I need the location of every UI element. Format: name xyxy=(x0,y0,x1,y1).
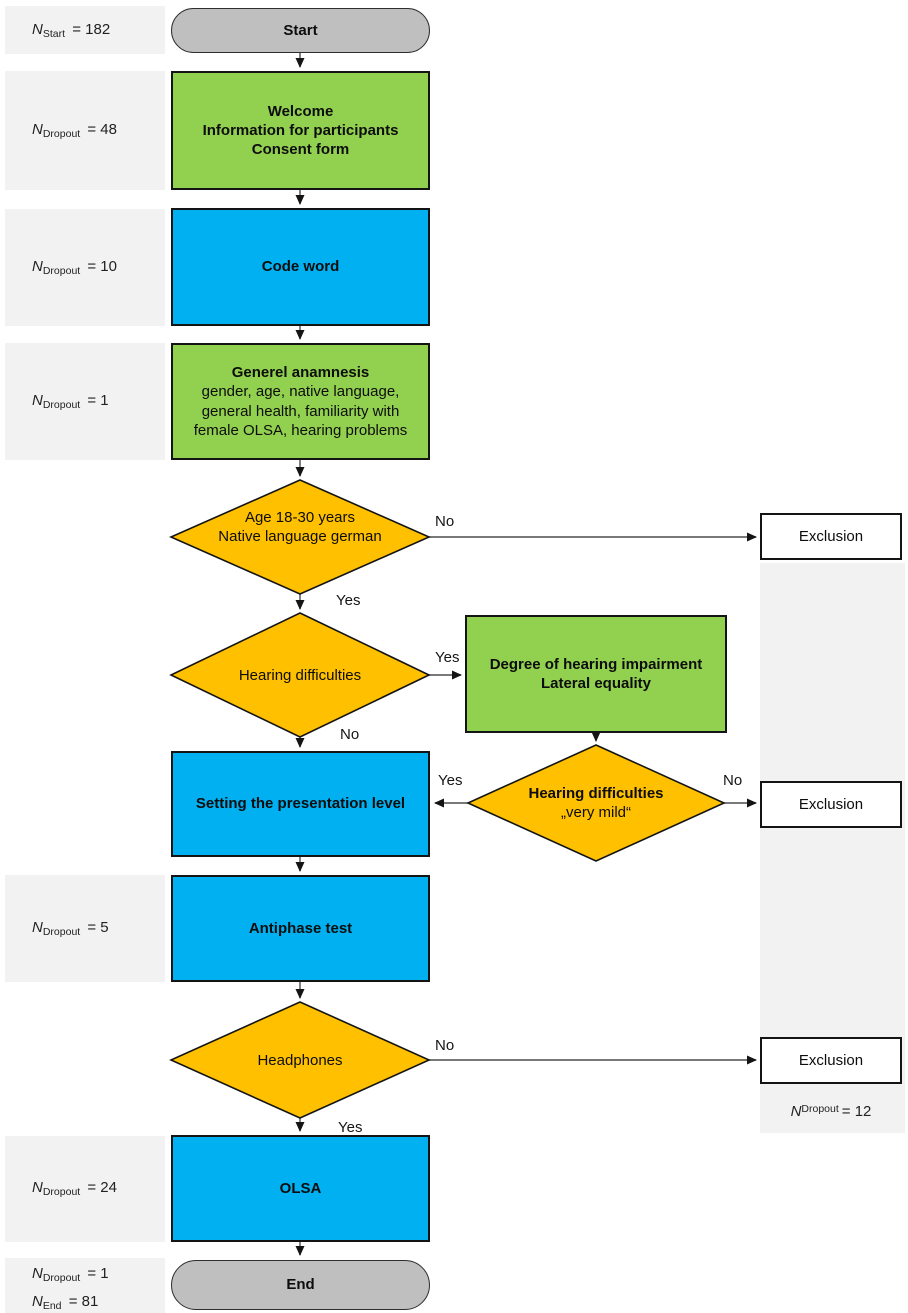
edge-label-verymild-no: No xyxy=(723,772,743,789)
n-var: N xyxy=(32,1265,43,1282)
node-degree-line2: Lateral equality xyxy=(540,675,652,692)
label-n-dropout-12 xyxy=(760,1103,902,1120)
label-n-dropout-24 xyxy=(32,1179,117,1198)
decision-headphones-text xyxy=(181,1051,419,1070)
node-anamnesis-body: gender, age, native language, general health, familiarity with female OLSA, hearing problems xyxy=(193,383,408,439)
edge-label-age-yes: Yes xyxy=(336,592,361,609)
node-exclusion-2-label: Exclusion xyxy=(798,795,864,813)
node-anamnesis xyxy=(171,343,430,460)
n-eq: = 1 xyxy=(87,1265,109,1282)
n-var: N xyxy=(32,1293,43,1310)
edge-label-verymild-yes: Yes xyxy=(438,772,463,789)
n-sub: Dropout xyxy=(42,926,81,938)
node-exclusion-1-label: Exclusion xyxy=(798,527,864,545)
n-var: N xyxy=(32,392,43,409)
node-exclusion-3 xyxy=(760,1037,902,1084)
n-eq: = 5 xyxy=(87,919,109,936)
decision-age-text xyxy=(181,508,419,546)
n-var: N xyxy=(790,1103,802,1120)
n-sub: Dropout xyxy=(42,399,81,411)
node-setting-label: Setting the presentation level xyxy=(195,795,406,813)
node-antiphase-label: Antiphase test xyxy=(248,919,353,937)
node-olsa xyxy=(171,1135,430,1242)
node-anamnesis-title: Generel anamnesis xyxy=(231,364,370,382)
node-end xyxy=(171,1260,430,1310)
n-eq: = 81 xyxy=(68,1293,99,1310)
node-exclusion-2 xyxy=(760,781,902,828)
node-start-label: Start xyxy=(283,21,318,39)
node-degree-line1: Degree of hearing impairment xyxy=(489,655,703,673)
label-n-end xyxy=(32,1290,109,1313)
node-codeword-label: Code word xyxy=(261,258,340,276)
node-welcome-line1: Welcome xyxy=(267,102,334,120)
decision-verymild-title: Hearing difficulties xyxy=(528,785,664,802)
decision-age-line1: Age 18-30 years xyxy=(244,509,356,526)
decision-hearing-label: Hearing difficulties xyxy=(238,667,362,684)
node-degree xyxy=(465,615,727,733)
node-olsa-label: OLSA xyxy=(279,1179,322,1197)
n-var: N xyxy=(32,1179,43,1196)
node-welcome-line2: Information for participants xyxy=(202,121,399,139)
decision-verymild-sub: „very mild“ xyxy=(561,804,631,821)
label-n-dropout-10 xyxy=(32,258,117,277)
decision-hearing-text xyxy=(181,666,419,685)
n-var: N xyxy=(32,919,43,936)
n-sub: End xyxy=(42,1300,62,1312)
decision-verymild-text xyxy=(478,784,714,822)
n-eq: = 182 xyxy=(72,21,111,38)
n-eq: = 1 xyxy=(87,392,109,409)
n-sub: Dropout xyxy=(42,128,81,140)
n-sub: Dropout xyxy=(801,1103,839,1115)
edge-label-hearing-yes: Yes xyxy=(435,649,460,666)
edge-label-headphones-no: No xyxy=(435,1037,455,1054)
label-n-start xyxy=(32,21,110,40)
label-n-dropout-5 xyxy=(32,919,109,938)
n-eq: = 10 xyxy=(87,258,117,275)
n-eq: = 24 xyxy=(87,1179,117,1196)
label-n-dropout-1 xyxy=(32,392,109,411)
n-sub: Dropout xyxy=(42,1272,81,1284)
label-n-end-group xyxy=(32,1262,109,1313)
node-welcome-line3: Consent form xyxy=(251,141,350,159)
n-sub: Dropout xyxy=(42,265,81,277)
n-var: N xyxy=(32,21,43,38)
label-n-dropout-48 xyxy=(32,121,117,140)
n-eq: = 12 xyxy=(841,1103,872,1120)
n-sub: Dropout xyxy=(42,1186,81,1198)
node-antiphase xyxy=(171,875,430,982)
node-codeword xyxy=(171,208,430,326)
edge-label-headphones-yes: Yes xyxy=(338,1119,363,1136)
node-start xyxy=(171,8,430,53)
node-setting xyxy=(171,751,430,857)
node-exclusion-3-label: Exclusion xyxy=(798,1051,864,1069)
n-var: N xyxy=(32,121,43,138)
edge-label-age-no: No xyxy=(435,513,455,530)
decision-headphones-label: Headphones xyxy=(257,1052,343,1069)
n-eq: = 48 xyxy=(87,121,117,138)
decision-age-line2: Native language german xyxy=(218,528,382,545)
n-sub: Start xyxy=(42,28,66,40)
node-end-label: End xyxy=(286,1276,315,1294)
node-exclusion-1 xyxy=(760,513,902,560)
edge-label-hearing-no: No xyxy=(340,726,360,743)
label-n-dropout-1b xyxy=(32,1262,109,1290)
node-welcome xyxy=(171,71,430,190)
n-var: N xyxy=(32,258,43,275)
